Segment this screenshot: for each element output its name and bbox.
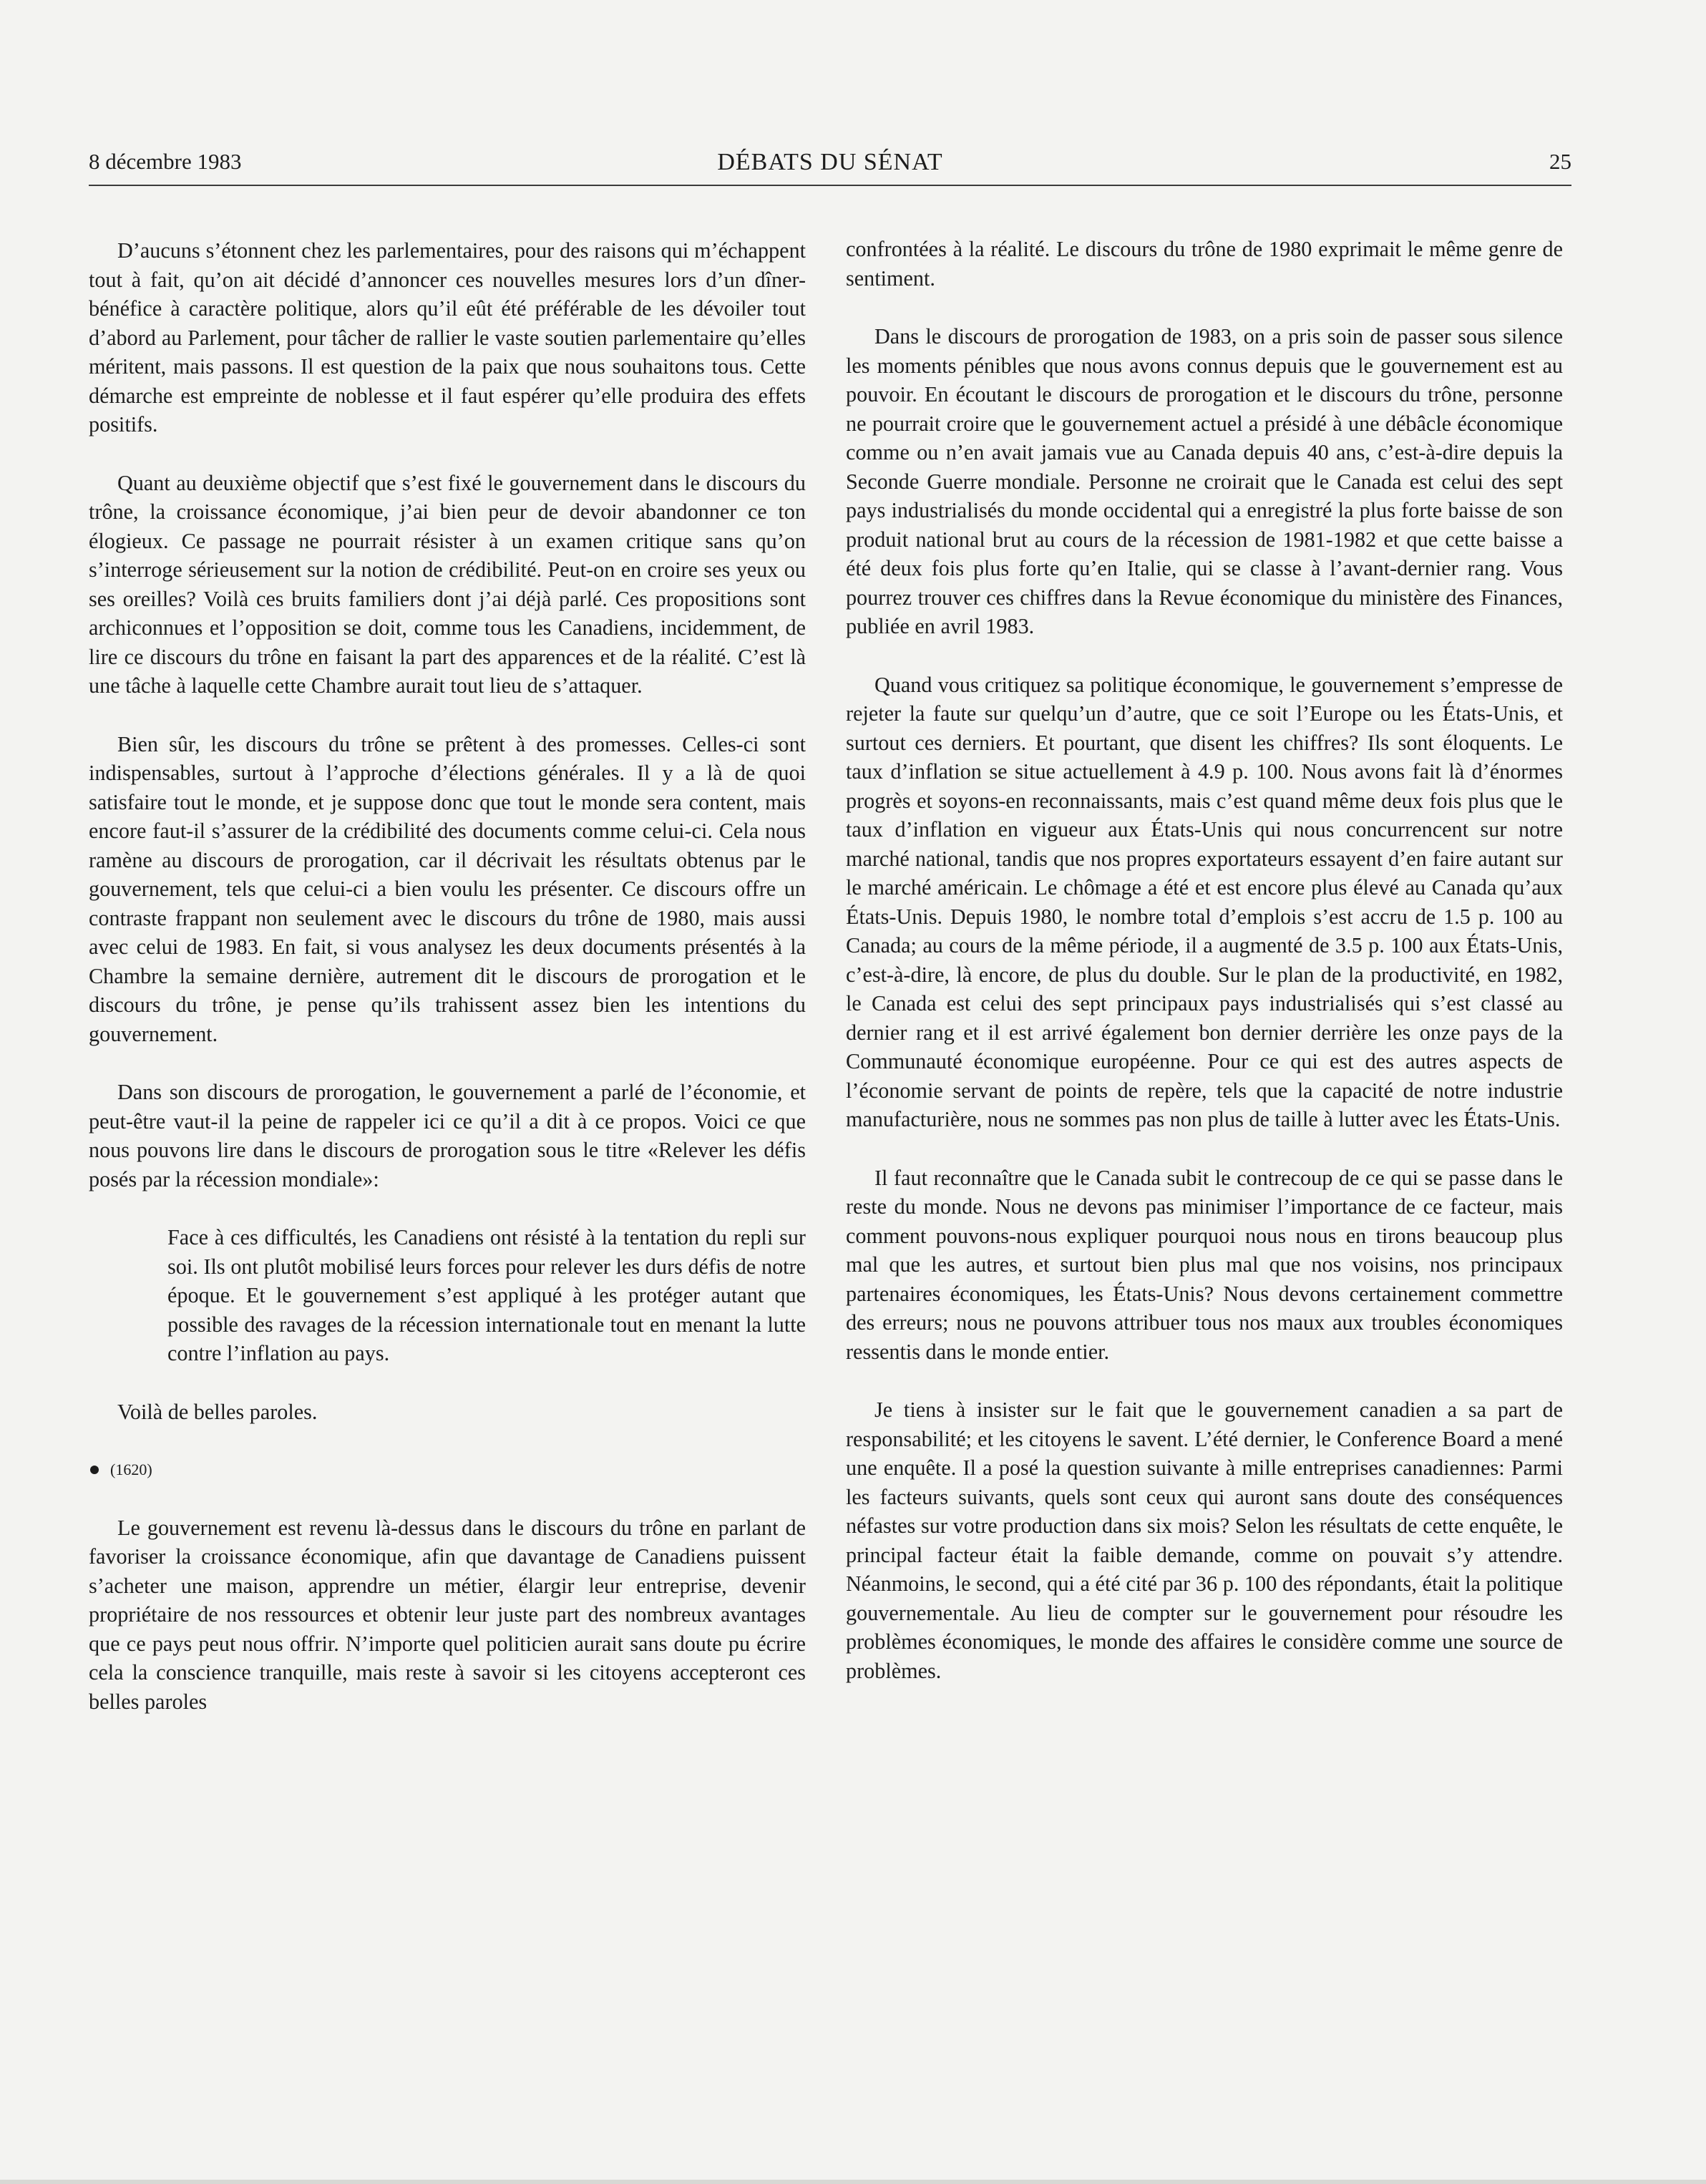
page-header (89, 149, 1571, 186)
paragraph: Il faut reconnaître que le Canada subit le contrecoup de ce qui se passe dans le reste du monde. Nous ne devons pas minimiser l’importance de ce facteur, mais comment pouvons-nous expliquer pourquoi nous nous en tirons beaucoup plus mal que les autres, et surtout bien plus mal que nos voisins, nos principaux partenaires économiques, les États-Unis? Nous devons certainement commettre des erreurs; nous ne pouvons attribuer tous nos maux aux troubles économiques ressentis dans le monde entier. (846, 1165, 1563, 1364)
paragraph: confrontées à la réalité. Le discours du trône de 1980 exprimait le même genre de sentiment. (846, 237, 1563, 291)
time-marker (89, 1456, 806, 1485)
page-bottom-edge (0, 2180, 1706, 2184)
header-date: 8 décembre 1983 (89, 149, 242, 174)
paragraph: Quant au deuxième objectif que s’est fixé le gouvernement dans le discours du trône, la croissance économique, j’ai bien peur de devoir abandonner ce ton élogieux. Ce passage ne pourrait résister à un examen critique sans qu’on s’interroge sérieusement sur la notion de crédibilité. Peut-on en croire ses yeux ou ses oreilles? Voilà ces bruits familiers dont j’ai déjà parlé. Ces propositions sont archiconnues et l’opposition se doit, comme tous les Canadiens, incidemment, de lire ce discours du trône en faisant la part des apparences et de la réalité. C’est là une tâche à laquelle cette Chambre aurait tout lieu de s’attaquer. (89, 470, 806, 698)
paragraph: Le gouvernement est revenu là-dessus dans le discours du trône en parlant de favoriser la croissance économique, afin que davantage de Canadiens puissent s’acheter une maison, apprendre un métier, élargir leur entreprise, devenir propriétaire de nos ressources et obtenir leur juste part des nombreux avantages que ce pays peut nous offrir. N’importe quel politicien aurait sans doute pu écrire cela la conscience tranquille, mais reste à savoir si les citoyens accepteront ces belles paroles (89, 1515, 806, 1714)
paragraph: D’aucuns s’étonnent chez les parlementaires, pour des raisons qui m’échappent tout à fait, qu’on ait décidé d’annoncer ces nouvelles mesures lors d’un dîner-bénéfice à caractère politique, alors qu’il eût été préférable de les dévoiler tout d’abord au Parlement, pour tâcher de rallier le vaste soutien parlementaire qu’elles méritent, mais passons. Il est question de la paix que nous souhaitons tous. Cette démarche est empreinte de noblesse et il faut espérer qu’elle produira des effets positifs. (89, 238, 806, 437)
paragraph: Dans son discours de prorogation, le gouvernement a parlé de l’économie, et peut-être vaut-il la peine de rappeler ici ce qu’il a dit à ce propos. Voici ce que nous pouvons lire dans le discours de prorogation sous le titre «Relever les défis posés par la récession mondiale»: (89, 1080, 806, 1191)
paragraph: Dans le discours de prorogation de 1983, on a pris soin de passer sous silence les moments pénibles que nous avons connus depuis que le gouvernement est au pouvoir. En écoutant le discours de prorogation et le discours du trône, personne ne pourrait croire que le gouvernement actuel a présidé à une débâcle économique comme ou n’en avait jamais vue au Canada depuis 40 ans, c’est-à-dire depuis la Seconde Guerre mondiale. Personne ne croirait que le Canada est celui des sept pays industrialisés du monde occidental qui a enregistré la plus forte baisse de son produit national brut au cours de la récession de 1981-1982 et que cette baisse a été deux fois plus forte qu’en Italie, qui se classe à l’avant-dernier rang. Vous pourrez trouver ces chiffres dans la Revue économique du ministère des Finances, publiée en avril 1983. (846, 324, 1563, 638)
paragraph: Quand vous critiquez sa politique économique, le gouvernement s’empresse de rejeter la faute sur quelqu’un d’autre, que ce soit l’Europe ou les États-Unis, et surtout ces derniers. Et pourtant, que disent les chiffres? Ils sont éloquents. Le taux d’inflation se situe actuellement à 4.9 p. 100. Nous avons fait là d’énormes progrès et soyons-en reconnaissants, mais c’est quand même deux fois plus que le taux d’inflation en vigueur aux États-Unis qui nous concurrencent sur notre marché national, tandis que nos propres exportateurs essayent d’en faire autant sur le marché américain. Le chômage a été et est encore plus élevé au Canada qu’aux États-Unis. Depuis 1980, le nombre total d’emplois s’est accru de 1.5 p. 100 au Canada; au cours de la même période, il a augmenté de 3.5 p. 100 aux États-Unis, c’est-à-dire, là encore, de plus du double. Sur le plan de la productivité, en 1982, le Canada est celui des sept principaux pays industrialisés qui s’est classé au dernier rang et il est arrivé également bon dernier derrière les onze pays de la Communauté économique européenne. Pour ce qui est des autres aspects de l’économie servant de points de repère, tels que la capacité de notre industrie manufacturière, nous ne sommes pas non plus de taille à lutter avec les États-Unis. (846, 672, 1563, 1131)
block-quote: Face à ces difficultés, les Canadiens ont résisté à la tentation du repli sur soi. Ils ont plutôt mobilisé leurs forces pour relever les durs défis de notre époque. Et le gouvernement s’est appliqué à les protéger autant que possible des ravages de la récession internationale tout en menant la lutte contre l’inflation au pays. (167, 1225, 806, 1365)
header-title: DÉBATS DU SÉNAT (717, 149, 943, 175)
page-number: 25 (1549, 149, 1571, 174)
left-column (89, 236, 806, 1745)
bullet-icon (90, 1466, 99, 1474)
paragraph: Bien sûr, les discours du trône se prêtent à des promesses. Celles-ci sont indispensables, surtout à l’approche d’élections générales. Il y a là de quoi satisfaire tout le monde, et je suppose donc que tout le monde sera content, mais encore faut-il s’assurer de la crédibilité des documents comme celui-ci. Cela nous ramène au discours de prorogation, car il décrivait les résultats obtenus par le gouvernement, tels que celui-ci a bien voulu les présenter. Ce discours offre un contraste frappant non seulement avec le discours du trône de 1980, mais aussi avec celui de 1983. En fait, si vous analysez les deux documents présentés à la Chambre la semaine dernière, autrement dit le discours de prorogation et le discours du trône, je pense qu’ils trahissent assez bien les intentions du gouvernement. (89, 731, 806, 1046)
paragraph: Je tiens à insister sur le fait que le gouvernement canadien a sa part de responsabilité; et les citoyens le savent. L’été dernier, le Conference Board a mené une enquête. Il a posé la question suivante à mille entreprises canadiennes: Parmi les facteurs suivants, quels sont ceux qui auront sans doute des conséquences néfastes sur votre production dans six mois? Selon les résultats de cette enquête, le principal facteur était la faible demande, comme on pouvait s’y attendre. Néanmoins, le second, qui a été cité par 36 p. 100 des répondants, était la politique gouvernementale. Au lieu de compter sur le gouvernement pour résoudre les problèmes économiques, le monde des affaires le considère comme une source de problèmes. (846, 1398, 1563, 1683)
paragraph: Voilà de belles paroles. (117, 1399, 318, 1424)
time-marker-label: (1620) (110, 1461, 152, 1478)
right-column (846, 235, 1563, 1715)
